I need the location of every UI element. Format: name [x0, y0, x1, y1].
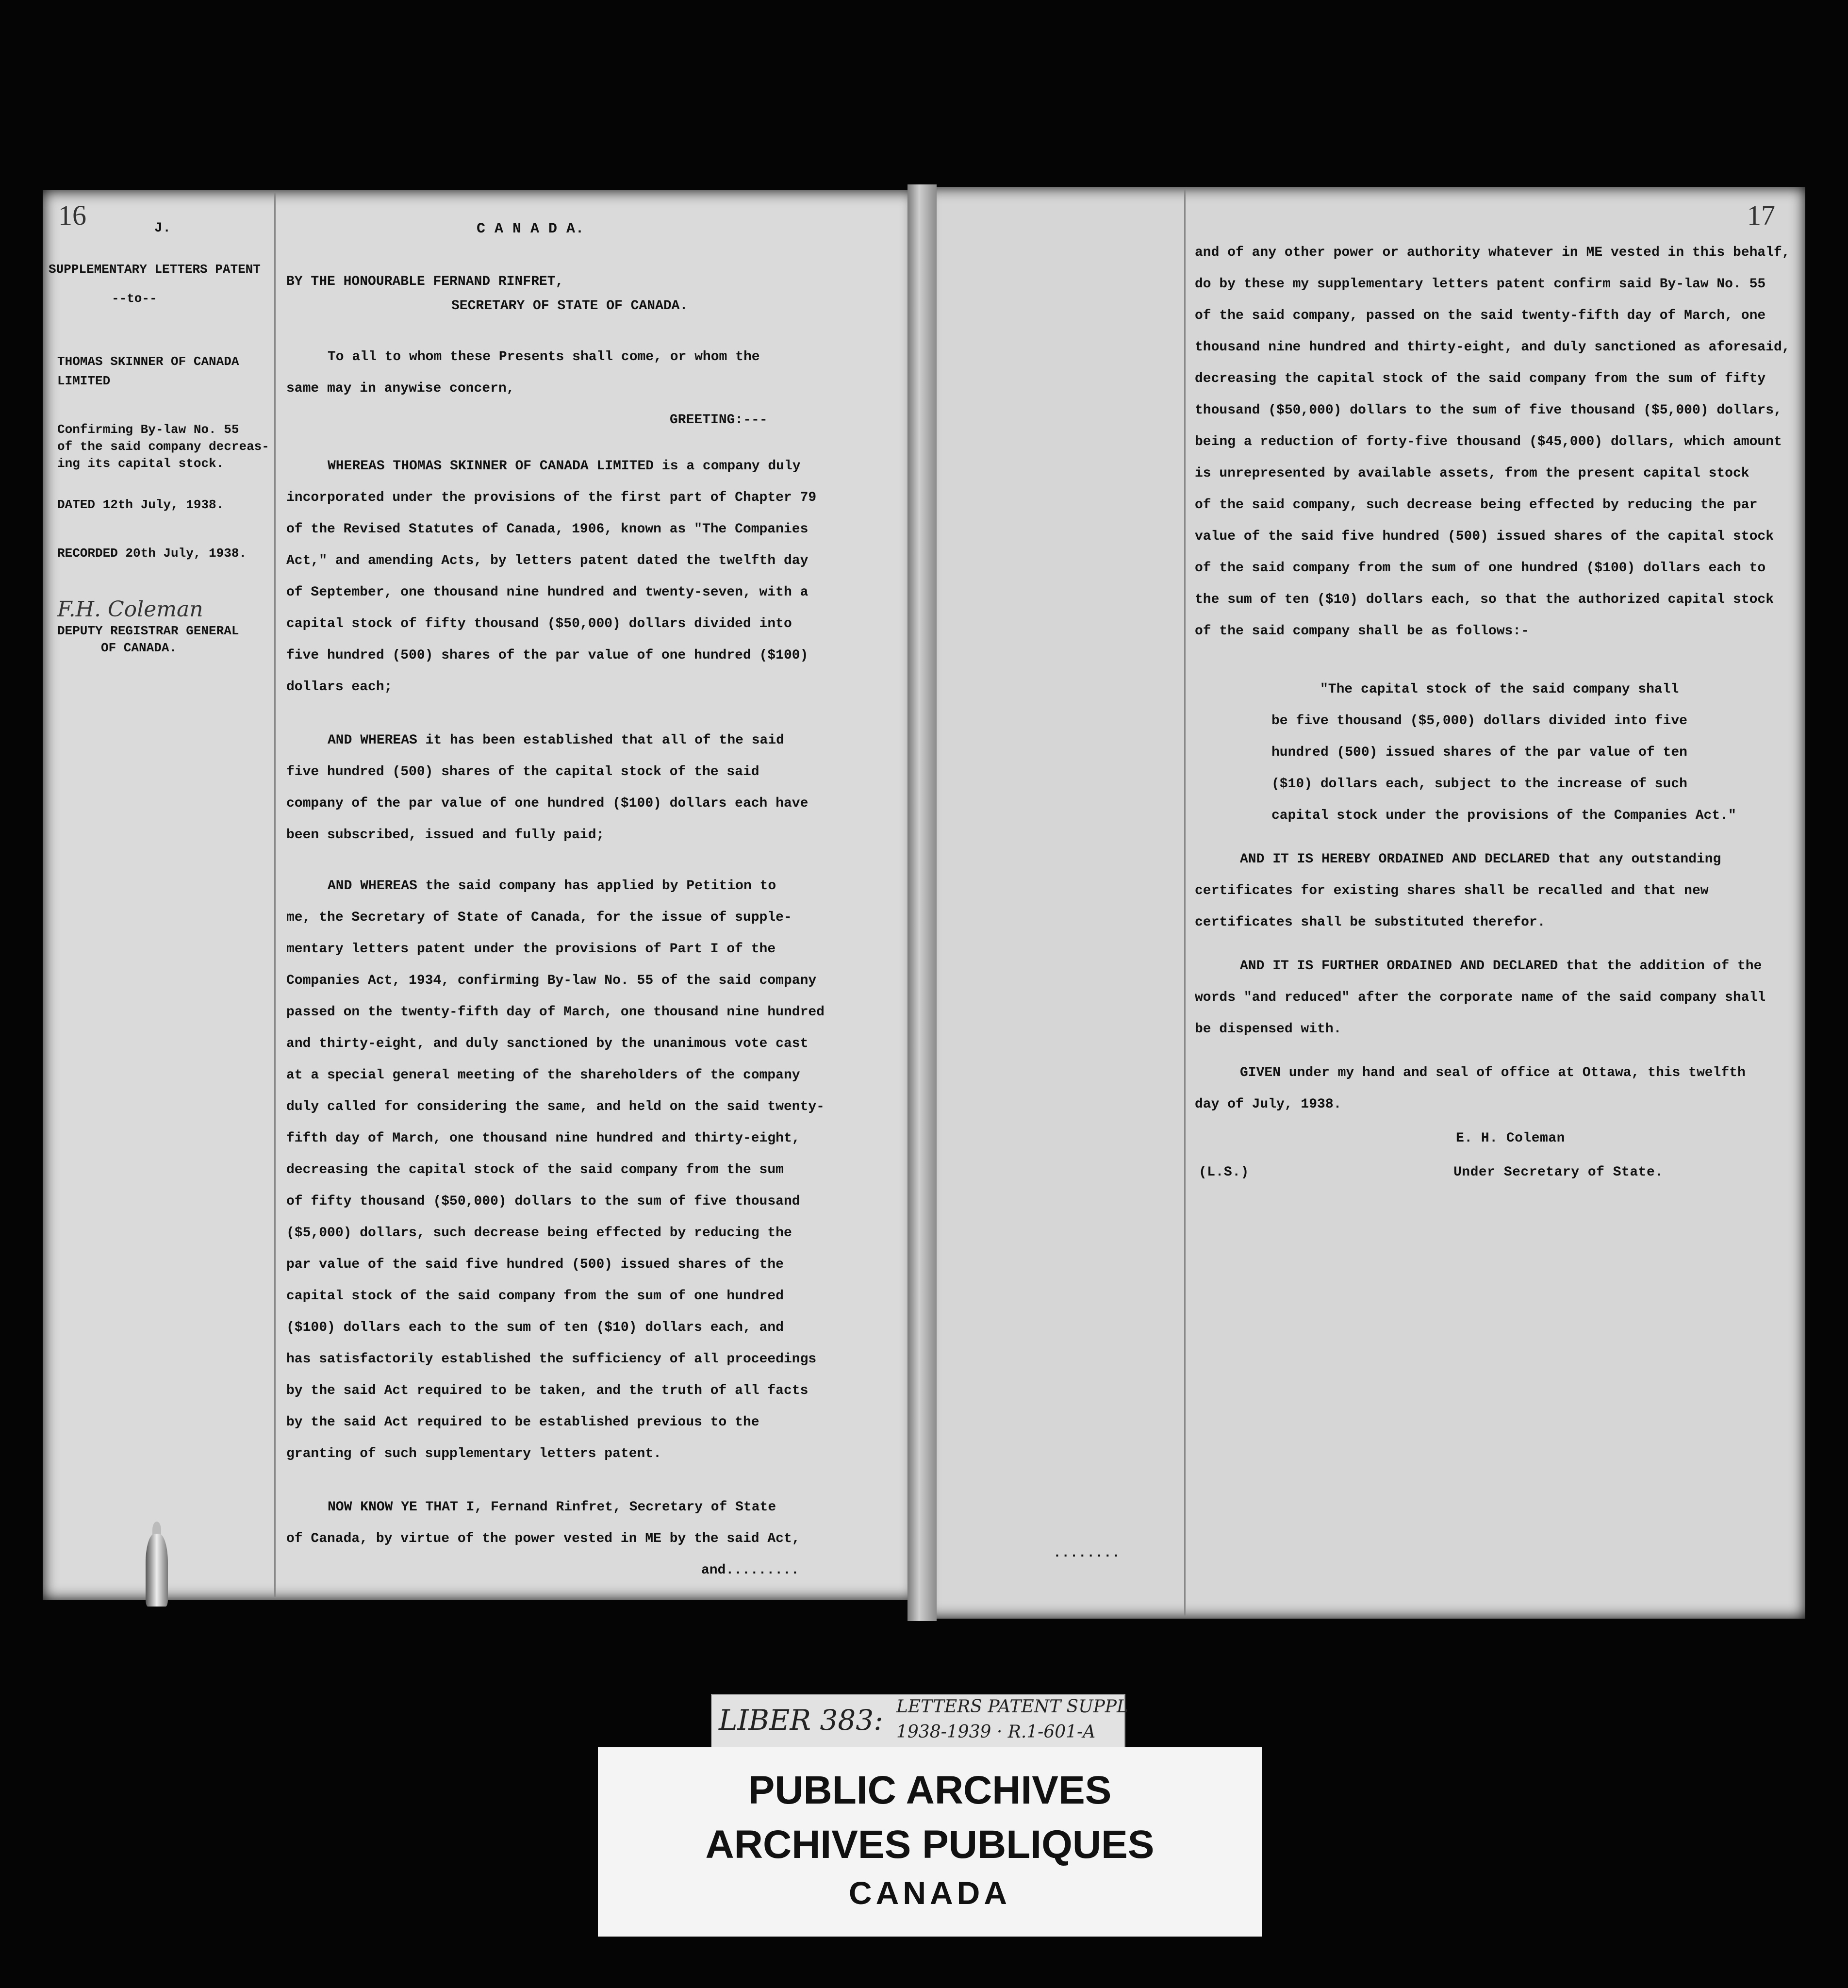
left-body-line: NOW KNOW YE THAT I, Fernand Rinfret, Secretary of State: [328, 1500, 776, 1515]
left-body-line: granting of such supplementary letters patent.: [286, 1446, 661, 1461]
left-body-line: same may in anywise concern,: [286, 381, 515, 396]
signer-name: E. H. Coleman: [1456, 1131, 1565, 1146]
right-body-line: thousand ($50,000) dollars to the sum of five thousand ($5,000) dollars,: [1195, 403, 1782, 418]
label-liber: LIBER 383:: [719, 1704, 883, 1737]
label-title: LETTERS PATENT SUPPL: [896, 1697, 1128, 1717]
left-body-line: of fifty thousand ($50,000) dollars to the sum of five thousand: [286, 1194, 800, 1209]
margin-note: ing its capital stock.: [57, 456, 224, 471]
left-body-line: SECRETARY OF STATE OF CANADA.: [451, 298, 688, 314]
right-body-line: value of the said five hundred (500) issued shares of the capital stock: [1195, 529, 1774, 544]
bylaw-quote-line: be five thousand ($5,000) dollars divided into five: [1271, 713, 1687, 729]
bylaw-quote-line: hundred (500) issued shares of the par value of ten: [1271, 745, 1687, 760]
left-body-line: of Canada, by virtue of the power vested in ME by the said Act,: [286, 1531, 800, 1546]
left-body-line: and.........: [701, 1563, 799, 1578]
left-body-line: has satisfactorily established the sufficiency of all proceedings: [286, 1352, 817, 1367]
right-body-line: be dispensed with.: [1195, 1022, 1342, 1037]
right-body-line: AND IT IS FURTHER ORDAINED AND DECLARED that the addition of the: [1240, 959, 1762, 974]
seal-mark: (L.S.): [1199, 1165, 1249, 1180]
left-body-line: Act," and amending Acts, by letters patent dated the twelfth day: [286, 553, 808, 568]
archive-line-2: ARCHIVES PUBLIQUES: [705, 1822, 1155, 1867]
left-body-line: by the said Act required to be taken, and the truth of all facts: [286, 1383, 808, 1398]
left-body-line: and thirty-eight, and duly sanctioned by the unanimous vote cast: [286, 1036, 808, 1051]
right-body-line: day of July, 1938.: [1195, 1097, 1342, 1112]
bylaw-quote-line: capital stock under the provisions of the Companies Act.": [1271, 808, 1736, 823]
header-title: C A N A D A.: [477, 221, 585, 237]
pen: [146, 1534, 168, 1607]
left-body-line: passed on the twenty-fifth day of March, one thousand nine hundred: [286, 1005, 825, 1020]
margin-note: DATED 12th July, 1938.: [57, 497, 224, 512]
left-body-line: AND WHEREAS it has been established that all of the said: [328, 733, 784, 748]
left-body-line: ($5,000) dollars, such decrease being effected by reducing the: [286, 1226, 792, 1241]
trailing-dots: ........: [1053, 1546, 1121, 1561]
margin-note: OF CANADA.: [101, 641, 177, 655]
right-margin-rule: [1184, 189, 1186, 1616]
right-body-line: of the said company from the sum of one hundred ($100) dollars each to: [1195, 561, 1766, 576]
left-body-line: by the said Act required to be established previous to the: [286, 1415, 759, 1430]
right-body-line: the sum of ten ($10) dollars each, so that the authorized capital stock: [1195, 592, 1774, 607]
left-body-line: of the Revised Statutes of Canada, 1906, known as "The Companies: [286, 522, 808, 537]
archive-line-3: CANADA: [849, 1875, 1011, 1911]
bylaw-quote-line: "The capital stock of the said company shall: [1320, 682, 1679, 697]
left-body-line: incorporated under the provisions of the first part of Chapter 79: [286, 490, 817, 505]
right-page: [924, 187, 1805, 1619]
label-reference: 1938-1939 · R.1-601-A: [896, 1722, 1096, 1742]
right-body-line: of the said company, passed on the said twenty-fifth day of March, one: [1195, 308, 1766, 323]
left-body-line: capital stock of the said company from the sum of one hundred: [286, 1289, 784, 1304]
left-body-line: at a special general meeting of the shareholders of the company: [286, 1068, 800, 1083]
left-body-line: five hundred (500) shares of the par value of one hundred ($100): [286, 648, 808, 663]
margin-note: --to--: [112, 291, 157, 306]
margin-note: RECORDED 20th July, 1938.: [57, 546, 247, 561]
right-body-line: of the said company, such decrease being effected by reducing the par: [1195, 497, 1758, 513]
left-body-line: duly called for considering the same, and held on the said twenty-: [286, 1099, 825, 1114]
right-body-line: is unrepresented by available assets, from the present capital stock: [1195, 466, 1749, 481]
bylaw-quote-line: ($10) dollars each, subject to the increase of such: [1271, 777, 1687, 792]
left-page-number: 16: [58, 199, 86, 231]
left-body-line: of September, one thousand nine hundred and twenty-seven, with a: [286, 585, 808, 600]
header-letter: J.: [154, 221, 171, 236]
left-body-line: WHEREAS THOMAS SKINNER OF CANADA LIMITED is a company duly: [328, 459, 801, 474]
right-body-line: certificates shall be substituted therefor.: [1195, 915, 1546, 930]
left-body-line: AND WHEREAS the said company has applied by Petition to: [328, 878, 776, 894]
left-body-line: GREETING:---: [670, 413, 768, 428]
left-body-line: company of the par value of one hundred ($100) dollars each have: [286, 796, 808, 811]
book-gutter: [908, 184, 937, 1621]
right-body-line: do by these my supplementary letters patent confirm said By-law No. 55: [1195, 277, 1766, 292]
right-body-line: AND IT IS HEREBY ORDAINED AND DECLARED that any outstanding: [1240, 852, 1721, 867]
right-body-line: GIVEN under my hand and seal of office at Ottawa, this twelfth: [1240, 1065, 1746, 1080]
left-body-line: been subscribed, issued and fully paid;: [286, 828, 605, 843]
registrar-signature: F.H. Coleman: [57, 597, 203, 622]
margin-note: LIMITED: [57, 374, 111, 388]
margin-note: Confirming By-law No. 55: [57, 422, 239, 437]
right-body-line: thousand nine hundred and thirty-eight, and duly sanctioned as aforesaid,: [1195, 340, 1790, 355]
right-body-line: decreasing the capital stock of the said company from the sum of fifty: [1195, 371, 1766, 386]
left-body-line: fifth day of March, one thousand nine hundred and thirty-eight,: [286, 1131, 800, 1146]
left-margin-rule: [274, 192, 276, 1597]
left-body-line: mentary letters patent under the provisions of Part I of the: [286, 942, 776, 957]
left-body-line: Companies Act, 1934, confirming By-law No. 55 of the said company: [286, 973, 817, 988]
right-body-line: being a reduction of forty-five thousand ($45,000) dollars, which amount: [1195, 434, 1782, 449]
left-body-line: dollars each;: [286, 679, 393, 695]
left-body-line: ($100) dollars each to the sum of ten ($10) dollars each, and: [286, 1320, 784, 1335]
archive-stamp: [598, 1747, 1262, 1937]
right-body-line: words "and reduced" after the corporate name of the said company shall: [1195, 990, 1766, 1005]
catalog-label: [711, 1694, 1128, 1749]
left-body-line: five hundred (500) shares of the capital stock of the said: [286, 764, 759, 779]
archive-line-1: PUBLIC ARCHIVES: [748, 1768, 1112, 1812]
margin-note: THOMAS SKINNER OF CANADA: [57, 354, 239, 369]
margin-note: SUPPLEMENTARY LETTERS PATENT: [49, 262, 261, 277]
margin-note: of the said company decreas-: [57, 439, 269, 454]
margin-note: DEPUTY REGISTRAR GENERAL: [57, 624, 239, 638]
left-body-line: par value of the said five hundred (500) issued shares of the: [286, 1257, 784, 1272]
signer-title: Under Secretary of State.: [1453, 1165, 1664, 1180]
right-body-line: certificates for existing shares shall be recalled and that new: [1195, 883, 1709, 898]
left-body-line: BY THE HONOURABLE FERNAND RINFRET,: [286, 274, 564, 289]
left-body-line: me, the Secretary of State of Canada, for the issue of supple-: [286, 910, 792, 925]
left-body-line: To all to whom these Presents shall come, or whom the: [328, 349, 760, 364]
right-page-number: 17: [1747, 199, 1775, 231]
right-body-line: and of any other power or authority whatever in ME vested in this behalf,: [1195, 245, 1790, 260]
left-body-line: decreasing the capital stock of the said company from the sum: [286, 1162, 784, 1177]
right-body-line: of the said company shall be as follows:-: [1195, 624, 1529, 639]
left-body-line: capital stock of fifty thousand ($50,000) dollars divided into: [286, 616, 792, 631]
